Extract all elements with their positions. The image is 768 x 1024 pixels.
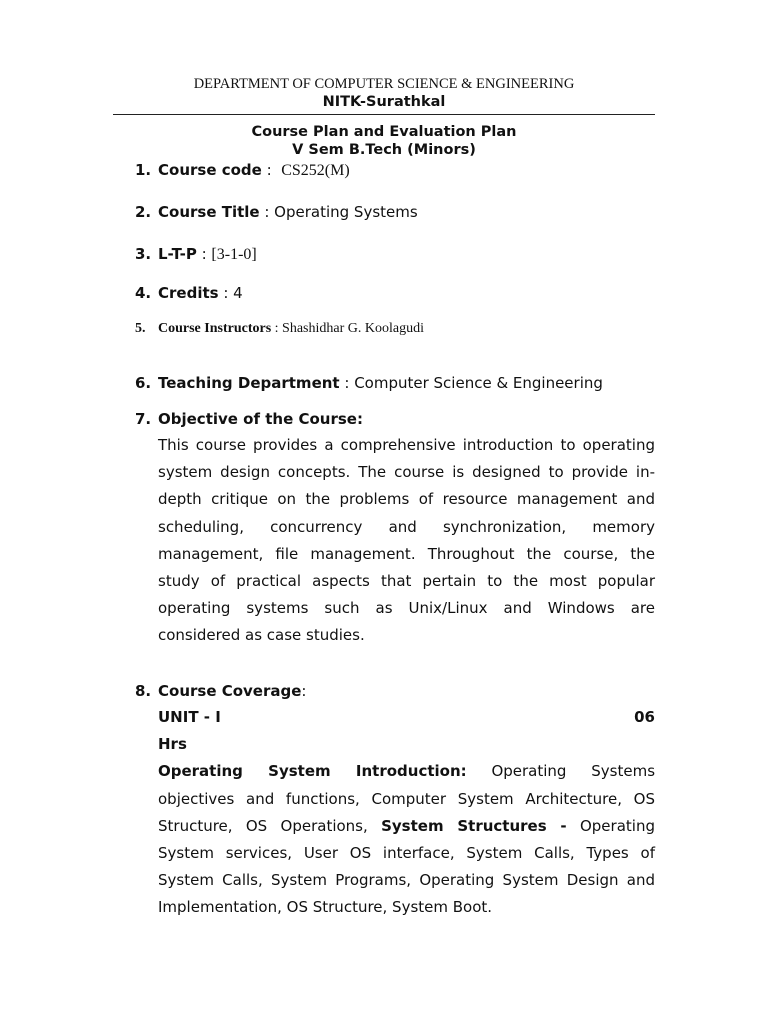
unit-1-line: objectives and functions, Computer System Architecture, OS (158, 789, 655, 808)
item-5-number: 5. (135, 321, 146, 336)
objective-line: depth critique on the problems of resource management and (158, 490, 655, 509)
objective-paragraph (158, 432, 655, 650)
item-teaching-department (158, 374, 603, 392)
item-6-number: 6. (135, 374, 152, 392)
objective-line: management, file management. Throughout the course, the (158, 544, 655, 563)
credits-value: 4 (233, 284, 243, 302)
instructors-label: Course Instructors (158, 321, 272, 336)
course-title-sep: : (259, 203, 275, 221)
unit-1-heading-intro: Operating System Introduction: (158, 762, 467, 781)
unit-1-heading-structures: System Structures - (381, 816, 567, 835)
unit-1-section (158, 704, 655, 922)
item-8-number: 8. (135, 682, 152, 700)
item-7-number: 7. (135, 410, 152, 428)
course-title-label: Course Title (158, 203, 260, 221)
objective-heading: Objective of the Course: (158, 410, 363, 428)
unit-1-line: Implementation, OS Structure, System Boot. (158, 898, 493, 917)
course-coverage-sep: : (301, 682, 307, 700)
item-3-number: 3. (135, 245, 152, 263)
credits-label: Credits (158, 284, 219, 302)
ltp-label: L-T-P (158, 245, 197, 263)
teaching-department-label: Teaching Department (158, 374, 340, 392)
unit-1-line (158, 813, 655, 840)
unit-1-hours-unit: Hrs (158, 735, 187, 754)
course-code-value: CS252(M) (281, 162, 350, 179)
header-divider (113, 114, 655, 115)
item-instructors (158, 321, 424, 337)
unit-1-line: System Calls, System Programs, Operating System Design and (158, 871, 655, 890)
course-title-value: Operating Systems (274, 203, 418, 221)
credits-sep: : (218, 284, 234, 302)
teaching-department-sep: : (339, 374, 355, 392)
course-coverage-heading (158, 682, 306, 700)
instructors-value: Shashidhar G. Koolagudi (282, 321, 424, 336)
item-course-title (158, 203, 418, 221)
ltp-value: [3-1-0] (211, 246, 257, 263)
objective-line: scheduling, concurrency and synchronization, memory (158, 517, 655, 536)
department-heading: DEPARTMENT OF COMPUTER SCIENCE & ENGINEERING (193, 76, 575, 92)
item-1-number: 1. (135, 161, 152, 179)
item-credits (158, 284, 243, 302)
instructors-sep: : (271, 321, 283, 336)
course-code-label: Course code (158, 161, 262, 179)
institute-name: NITK-Surathkal (322, 94, 446, 110)
item-4-number: 4. (135, 284, 152, 302)
ltp-sep: : (196, 245, 212, 263)
unit-1-header (158, 704, 655, 731)
unit-1-line: System services, User OS interface, System Calls, Types of (158, 843, 655, 862)
item-ltp (158, 245, 257, 264)
teaching-department-value: Computer Science & Engineering (354, 374, 603, 392)
unit-1-text: Operating (566, 816, 655, 835)
objective-line: considered as case studies. (158, 626, 365, 645)
document-subtitle: V Sem B.Tech (Minors) (292, 142, 476, 158)
objective-line: This course provides a comprehensive introduction to operating (158, 436, 655, 454)
unit-1-label: UNIT - I (158, 708, 221, 726)
unit-1-hours-number: 06 (634, 708, 655, 726)
objective-line: operating systems such as Unix/Linux and Windows are (158, 599, 655, 618)
objective-line: study of practical aspects that pertain to the most popular (158, 571, 655, 590)
unit-1-text: Operating Systems (466, 762, 656, 781)
document-title: Course Plan and Evaluation Plan (251, 124, 517, 140)
item-2-number: 2. (135, 203, 152, 221)
course-code-sep: : (261, 161, 282, 179)
unit-1-text: Structure, OS Operations, (158, 816, 382, 835)
unit-1-line (158, 758, 655, 785)
objective-line: system design concepts. The course is designed to provide in- (158, 463, 655, 482)
item-course-code (158, 161, 350, 180)
course-coverage-label: Course Coverage (158, 682, 302, 700)
